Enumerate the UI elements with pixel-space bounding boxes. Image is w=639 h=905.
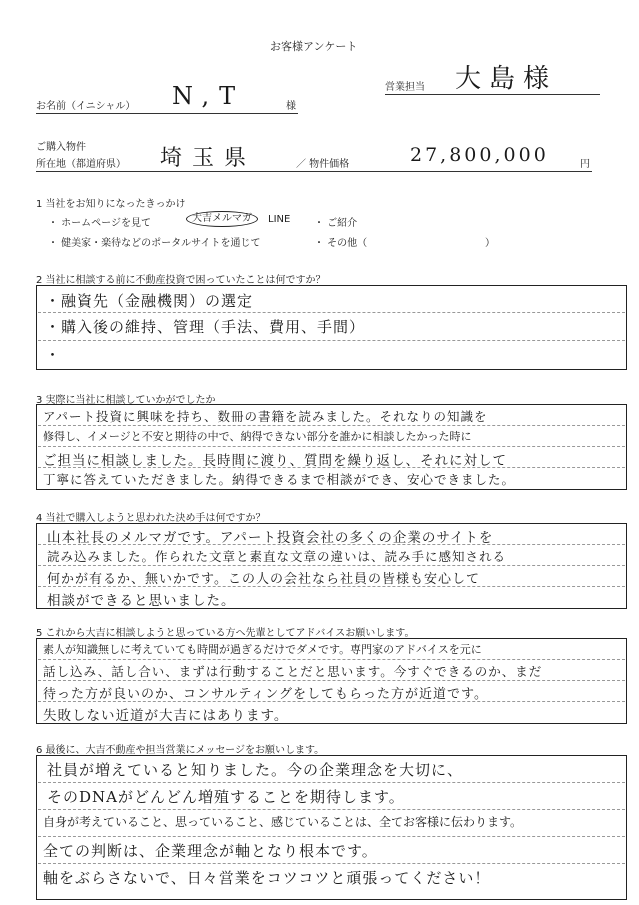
q6-title: 6 最後に、大吉不動産や担当営業にメッセージをお願いします。 <box>36 745 325 756</box>
ruled-line <box>38 425 625 426</box>
q1-option-mailmag-circled: 大吉メルマガ <box>186 211 258 227</box>
property-heading: ご購入物件 <box>36 142 86 153</box>
location-label: 所在地（都道府県） <box>36 159 126 170</box>
property-underline <box>36 171 592 172</box>
q5-answer-line: 話し込み、話し合い、まずは行動することだと思います。今すぐできるのか、まだ <box>43 664 543 679</box>
q6-answer-line: そのDNAがどんどん増殖することを期待します。 <box>47 788 405 806</box>
sales-label: 営業担当 <box>385 82 425 93</box>
price-label: ／ 物件価格 <box>296 159 350 170</box>
q3-answer-box <box>36 404 627 490</box>
q4-answer-line: 何かが有るか、無いかです。この人の会社なら社員の皆様も安心して <box>47 572 480 587</box>
q2-answer-line: ・ <box>45 346 62 364</box>
ruled-line <box>38 809 625 810</box>
ruled-line <box>38 340 625 341</box>
ruled-line <box>38 863 625 864</box>
page-title: お客様アンケート <box>270 40 358 53</box>
q2-title: 2 当社に相談する前に不動産投資で困っていたことは何ですか？ <box>36 275 326 286</box>
q3-answer-line: アパート投資に興味を持ち、数冊の書籍を読みました。それなりの知識を <box>43 409 488 424</box>
q4-answer-line: 読み込みました。作られた文章と素直な文章の違いは、読み手に感知される <box>47 549 507 564</box>
q4-answer-box <box>36 523 627 609</box>
q2-answer-box <box>36 285 627 370</box>
q4-answer-line: 山本社長のメルマガです。アパート投資会社の多くの企業のサイトを <box>47 530 494 546</box>
q4-answer-line: 相談ができると思いました。 <box>47 593 236 609</box>
q5-answer-line: 失敗しない近道が大吉にはあります。 <box>43 708 289 724</box>
q1-option-line: LINE <box>268 214 291 225</box>
q2-answer-line: ・融資先（金融機関）の選定 <box>45 292 254 310</box>
price-value: 27,800,000 <box>410 144 549 166</box>
q3-answer-line: 丁寧に答えていただきました。納得できるまで相談ができ、安心できました。 <box>43 472 516 487</box>
ruled-line <box>38 680 625 681</box>
q1-option-referral: ・ ご紹介 <box>314 218 358 229</box>
ruled-line <box>38 659 625 660</box>
q1-option-portal: ・ 健美家・楽待などのポータルサイトを通じて <box>48 238 261 249</box>
q2-answer-line: ・購入後の維持、管理（手法、費用、手間） <box>45 318 366 336</box>
q6-answer-line: 自身が考えていること、思っていること、感じていることは、全てお客様に伝わります。 <box>43 815 523 829</box>
q1-option-other: ・ その他（ <box>314 238 368 249</box>
q6-answer-box <box>36 755 627 900</box>
name-underline <box>36 113 298 114</box>
name-value: N,T <box>172 82 246 110</box>
ruled-line <box>38 836 625 837</box>
q1-option-other-close: ） <box>485 238 495 249</box>
q5-answer-line: 素人が知識無しに考えていても時間が過ぎるだけでダメです。専門家のアドバイスを元に <box>43 643 482 656</box>
q1-title: 1 当社をお知りになったきっかけ <box>36 199 186 210</box>
q6-answer-line: 全ての判断は、企業理念が軸となり根本です。 <box>43 842 378 860</box>
q3-title: 3 実際に当社に相談していかがでしたか <box>36 395 216 406</box>
price-unit: 円 <box>580 159 590 170</box>
ruled-line <box>38 565 625 566</box>
sales-value: 大島様 <box>455 64 558 94</box>
q6-answer-line: 軸をぶらさないで、日々営業をコツコツと頑張ってください！ <box>43 869 491 887</box>
q5-answer-box <box>36 638 627 724</box>
name-suffix: 様 <box>286 101 296 112</box>
q3-answer-line: ご担当に相談しました。長時間に渡り、質問を繰り返し、それに対して <box>43 453 507 469</box>
ruled-line <box>38 312 625 313</box>
name-label: お名前（イニシャル） <box>36 101 136 112</box>
q5-answer-line: 待った方が良いのか、コンサルティングをしてもらった方が近道です。 <box>43 687 489 702</box>
q4-title: 4 当社で購入しようと思われた決め手は何ですか？ <box>36 513 266 524</box>
location-value: 埼玉県 <box>160 146 257 171</box>
q1-option-homepage: ・ ホームページを見て <box>48 218 151 229</box>
ruled-line <box>38 446 625 447</box>
q3-answer-line: 修得し、イメージと不安と期待の中で、納得できない部分を誰かに相談したかった時に <box>43 430 472 443</box>
ruled-line <box>38 782 625 783</box>
q5-title: 5 これから大吉に相談しようと思っている方へ先輩としてアドバイスお願いします。 <box>36 628 415 639</box>
q6-answer-line: 社員が増えていると知りました。今の企業理念を大切に、 <box>47 761 464 779</box>
